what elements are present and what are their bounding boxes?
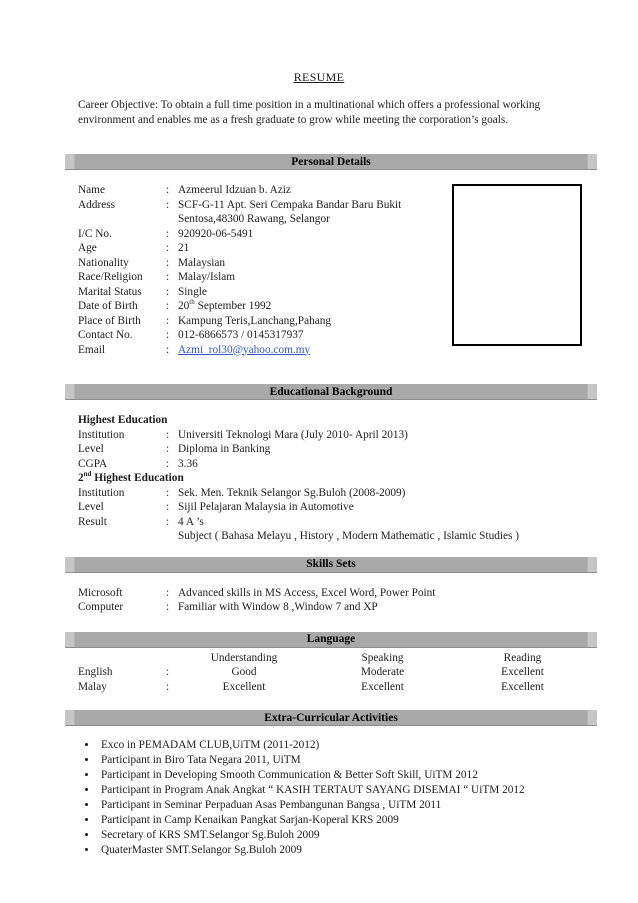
colon-separator: :	[166, 428, 170, 441]
section-bar-left-cap	[65, 632, 75, 647]
field-value: 3.36	[178, 457, 198, 470]
field-value: 012-6866573 / 0145317937	[178, 329, 304, 341]
field-label: Contact No.	[78, 329, 133, 341]
understanding-value: Excellent	[222, 680, 266, 693]
reading-value: Excellent	[501, 680, 544, 693]
field-value: Universiti Teknologi Mara (July 2010- April 2013)	[178, 428, 408, 441]
field-value: Advanced skills in MS Access, Excel Word, Power Point	[178, 586, 436, 599]
colon-separator: :	[166, 184, 170, 196]
subheading-rest: Highest Education	[91, 472, 184, 484]
field-label: Marital Status	[78, 285, 142, 298]
activity-item: • Exco in PEMADAM CLUB,UiTM (2011-2012)	[98, 738, 638, 753]
field-value: Sek. Men. Teknik Selangor Sg.Buloh (2008-2009)	[178, 486, 406, 499]
colon-separator: :	[166, 285, 170, 298]
section-bar-left-cap	[65, 384, 75, 399]
field-label: Place of Birth	[78, 314, 141, 327]
language-label: English	[78, 666, 113, 678]
dob-day: 20	[178, 300, 190, 312]
colon-separator: :	[166, 601, 170, 613]
section-title: Educational Background	[269, 385, 393, 398]
speaking-value: Moderate	[360, 666, 405, 678]
column-header-understanding: Understanding	[210, 651, 278, 664]
colon-separator: :	[166, 227, 170, 240]
field-label: Microsoft	[78, 586, 123, 599]
colon-separator: :	[166, 314, 170, 327]
field-label: Nationality	[78, 256, 129, 269]
column-header-reading: Reading	[503, 651, 542, 664]
page-title: RESUME	[293, 70, 345, 84]
activity-item: • Secretary of KRS SMT.Selangor Sg.Buloh 2009	[98, 828, 638, 843]
dob-rest: September 1992	[194, 300, 272, 312]
field-label: Institution	[78, 428, 125, 441]
field-value: Malay/Islam	[178, 271, 236, 283]
section-header-personal-details	[65, 154, 597, 170]
field-label: Institution	[78, 486, 125, 499]
subheading-number: 2	[78, 472, 84, 484]
second-highest-education-subheading	[78, 471, 638, 486]
colon-separator: :	[166, 329, 170, 341]
field-label: Level	[78, 501, 104, 513]
email-link[interactable]: Azmi_rol30@yahoo.com.my	[178, 343, 311, 356]
highest-education-list	[78, 428, 638, 472]
field-label: I/C No.	[78, 227, 112, 240]
field-label: Name	[78, 184, 105, 196]
field-value: Malaysian	[178, 256, 226, 269]
education2-row-level	[78, 500, 638, 515]
result-subjects: Subject ( Bahasa Melayu , History , Modern Mathematic , Islamic Studies )	[178, 530, 520, 542]
language-header-row	[78, 651, 638, 666]
dob-ordinal-suffix: th	[189, 298, 195, 307]
section-title: Personal Details	[291, 155, 371, 168]
section-bar-right-cap	[587, 384, 597, 399]
section-title: Extra-Curricular Activities	[264, 711, 398, 724]
colon-separator: :	[166, 680, 170, 693]
language-row-english	[78, 665, 638, 680]
language-table	[78, 651, 638, 695]
field-label: Age	[78, 242, 97, 254]
activity-item: • Participant in Camp Kenaikan Pangkat Sarjan-Koperal KRS 2009	[98, 813, 638, 828]
colon-separator: :	[166, 457, 170, 470]
colon-separator: :	[166, 486, 170, 499]
colon-separator: :	[166, 271, 170, 283]
education2-row-institution	[78, 486, 638, 501]
section-title: Skills Sets	[306, 558, 356, 570]
colon-separator: :	[166, 300, 170, 312]
field-value: Azmeerul Idzuan b. Aziz	[178, 184, 291, 196]
highest-education-subheading: Highest Education	[78, 414, 168, 426]
activity-item: • QuaterMaster SMT.Selangor Sg.Buloh 2009	[98, 843, 638, 858]
colon-separator: :	[166, 242, 170, 254]
section-bar-right-cap	[587, 632, 597, 647]
colon-separator: :	[166, 501, 170, 513]
activity-item: • Participant in Biro Tata Negara 2011, UiTM	[98, 753, 638, 768]
skills-list	[78, 586, 638, 615]
section-header-skills-sets	[65, 557, 597, 573]
field-label: Email	[78, 343, 105, 356]
field-value: Single	[178, 285, 207, 298]
field-label: Level	[78, 443, 104, 455]
section-bar-right-cap	[587, 710, 597, 725]
field-value: Kampung Teris,Lanchang,Pahang	[178, 314, 332, 327]
activity-item: • Participant in Seminar Perpaduan Asas Pembangunan Bangsa , UiTM 2011	[98, 798, 638, 813]
activities-list	[78, 738, 638, 858]
section-bar-left-cap	[65, 710, 75, 725]
section-header-extra-curricular	[65, 710, 597, 726]
colon-separator: :	[166, 443, 170, 455]
second-highest-education-list	[78, 486, 638, 544]
education-row-institution	[78, 428, 638, 443]
result-grade: 4 A ’s	[178, 515, 204, 528]
field-label: Date of Birth	[78, 300, 138, 312]
section-bar-right-cap	[587, 557, 597, 572]
empty-cell	[78, 651, 166, 666]
understanding-value: Good	[231, 666, 257, 678]
section-bar-right-cap	[587, 154, 597, 169]
section-bar-left-cap	[65, 154, 75, 169]
section-title: Language	[306, 633, 356, 645]
field-label: Computer	[78, 601, 124, 613]
empty-cell	[166, 651, 178, 666]
speaking-value: Excellent	[361, 680, 404, 693]
section-header-language	[65, 632, 597, 648]
section-header-educational-background	[65, 384, 597, 400]
field-label: CGPA	[78, 457, 108, 470]
address-line1: SCF-G-11 Apt. Seri Cempaka Bandar Baru Bukit	[178, 198, 402, 211]
colon-separator: :	[166, 256, 170, 269]
subheading-ordinal-suffix: nd	[83, 470, 92, 479]
field-value: Diploma in Banking	[178, 443, 271, 455]
address-line2: Sentosa,48300 Rawang, Selangor	[178, 213, 330, 225]
photo-placeholder	[452, 184, 582, 346]
reading-value: Excellent	[501, 666, 544, 678]
colon-separator: :	[166, 586, 170, 599]
career-objective	[78, 98, 578, 127]
activity-item: • Participant in Program Anak Angkat “ KASIH TERTAUT SAYANG DISEMAI “ UiTM 2012	[98, 783, 638, 798]
education2-row-result	[78, 515, 638, 544]
section-bar-left-cap	[65, 557, 75, 572]
education-row-level	[78, 442, 638, 457]
skills-row-microsoft	[78, 586, 638, 601]
column-header-speaking: Speaking	[361, 651, 404, 664]
language-row-malay	[78, 680, 638, 695]
field-value: Sijil Pelajaran Malaysia in Automotive	[178, 501, 354, 513]
field-value	[178, 515, 638, 544]
career-objective-line1: Career Objective: To obtain a full time position in a multinational which offers a professional working	[78, 99, 541, 111]
field-label: Result	[78, 515, 107, 528]
career-objective-line2: environment and enables me as a fresh graduate to grow while meeting the corporation’s goals.	[78, 113, 509, 126]
colon-separator: :	[166, 343, 170, 356]
skills-row-computer	[78, 600, 638, 615]
education-row-cgpa	[78, 457, 638, 472]
colon-separator: :	[166, 515, 170, 528]
language-label: Malay	[78, 680, 107, 693]
field-value: Familiar with Window 8 ,Window 7 and XP	[178, 601, 378, 613]
field-label: Address	[78, 198, 116, 211]
colon-separator: :	[166, 198, 170, 211]
field-label: Race/Religion	[78, 271, 143, 283]
field-value: 21	[178, 242, 190, 254]
colon-separator: :	[166, 666, 170, 678]
field-value: 920920-06-5491	[178, 227, 254, 240]
activity-item: • Participant in Developing Smooth Communication & Better Soft Skill, UiTM 2012	[98, 768, 638, 783]
